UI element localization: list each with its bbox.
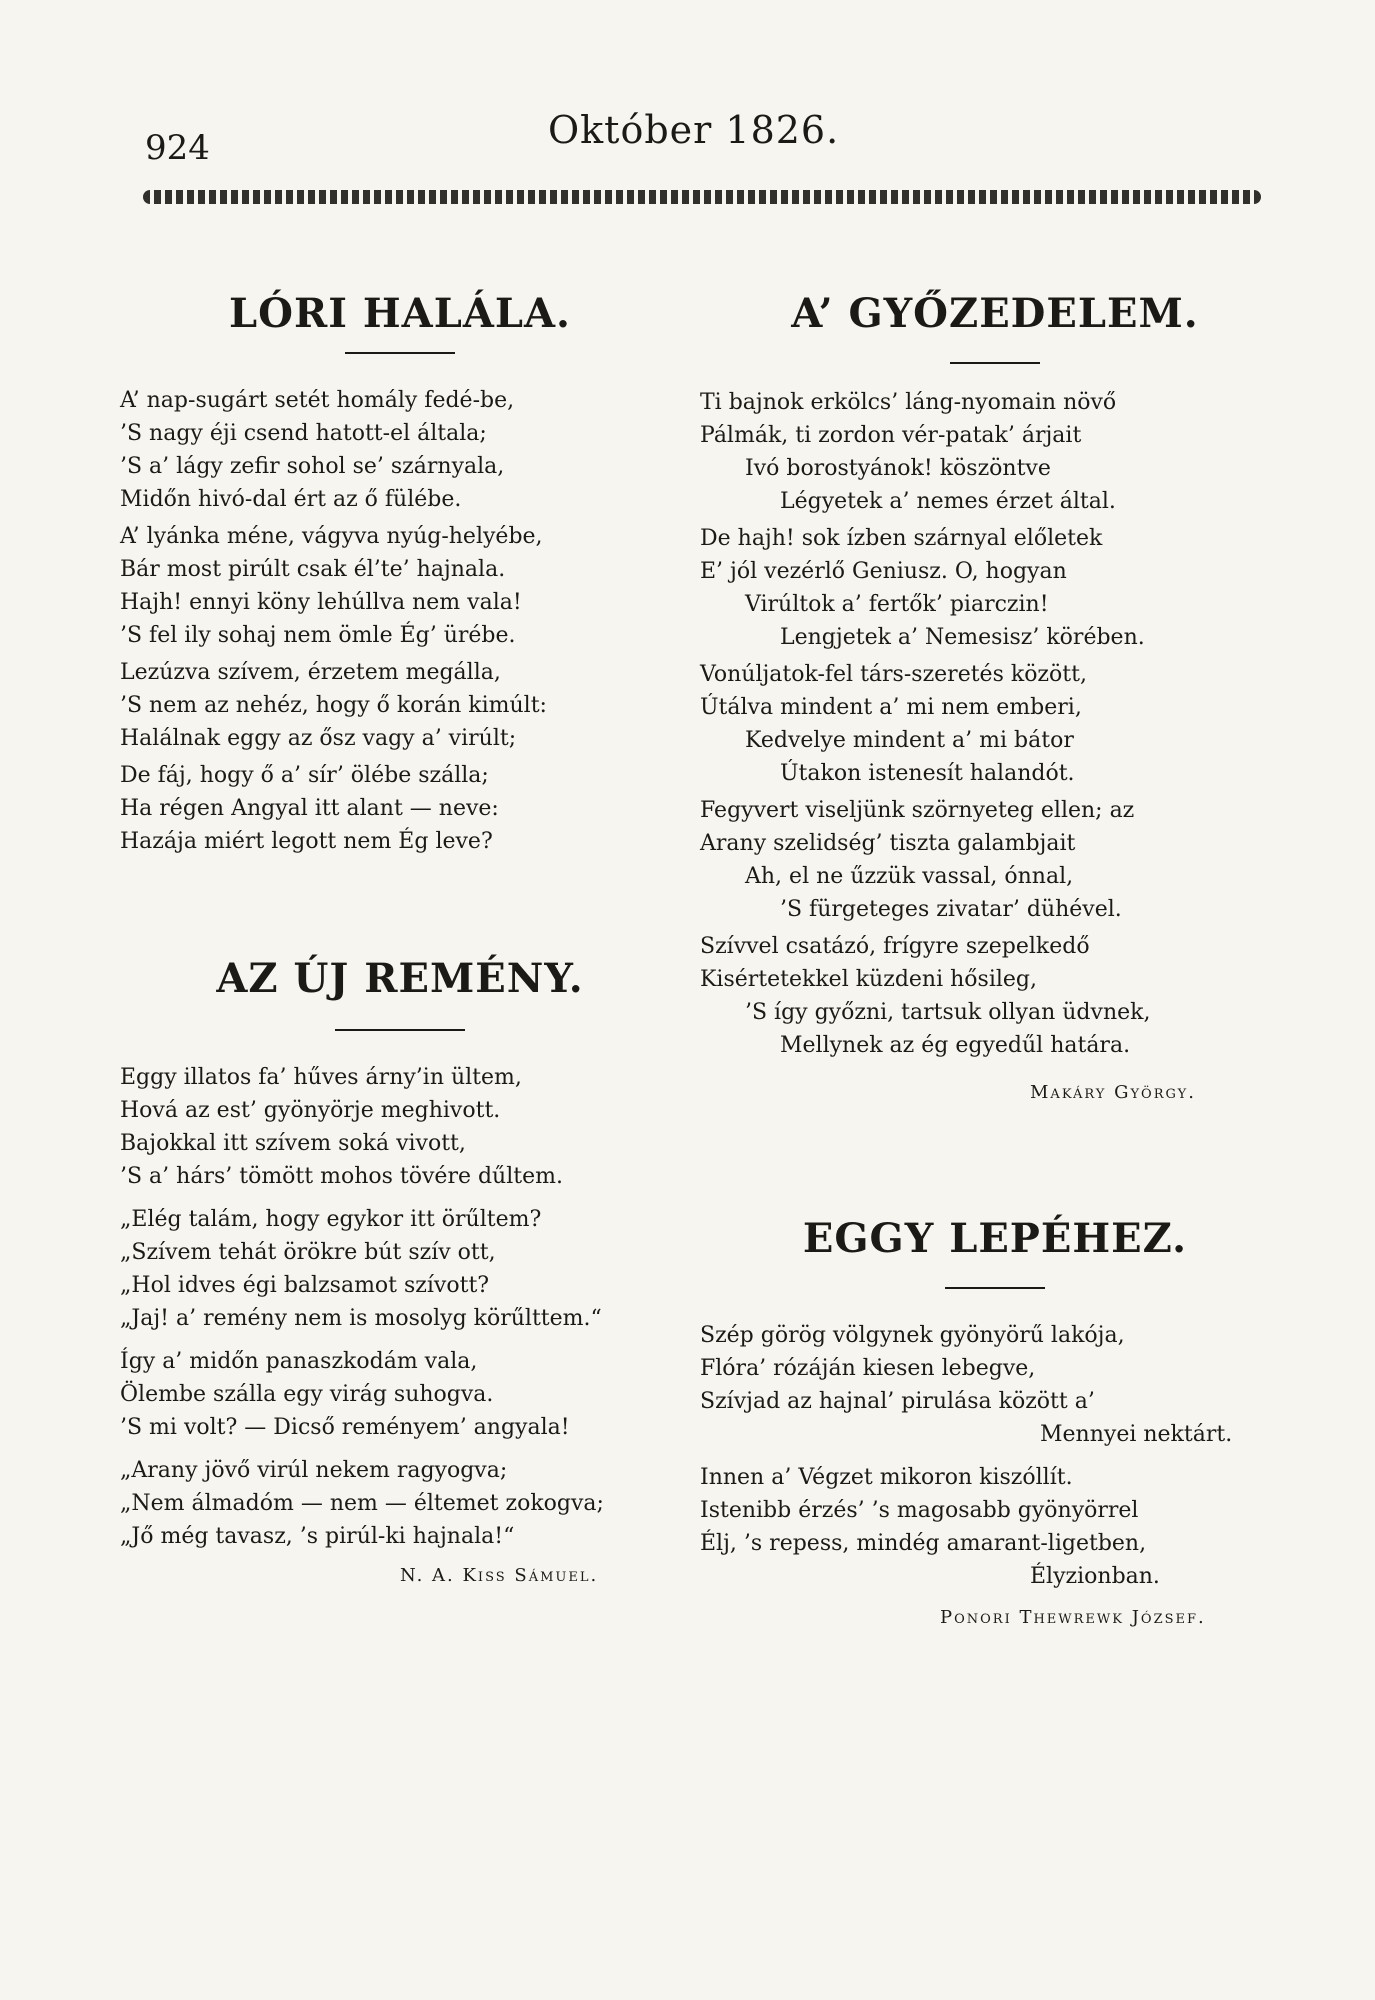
running-title: Október 1826. [548, 108, 840, 152]
poem-line: Bár most pirúlt csak él’te’ hajnala. [120, 557, 506, 582]
poem-line: Mellynek az ég egyedűl határa. [780, 1033, 1131, 1058]
stanza [120, 1203, 680, 1335]
poem-line: Ha régen Angyal itt alant — neve: [120, 796, 499, 821]
poem-line: Légyetek a’ nemes érzet által. [780, 489, 1116, 514]
page-number: 924 [145, 128, 210, 168]
poem-line: Pálmák, ti zordon vér-patak’ árjait [700, 423, 1082, 448]
poem-line: Szívvel csatázó, frígyre szepelkedő [700, 934, 1090, 959]
poem-line: Eggy illatos fa’ hűves árny’in ültem, [120, 1065, 522, 1090]
stanza [120, 1345, 680, 1444]
ornament-rule [143, 190, 1261, 204]
poem-line: Élyzionban. [1030, 1564, 1160, 1589]
poem-lori-halala [120, 290, 680, 858]
poem-line: ’S így győzni, tartsuk ollyan üdvnek, [745, 1000, 1151, 1025]
title-rule [335, 1029, 465, 1031]
poem-line: A’ lyánka méne, vágyva nyúg-helyébe, [120, 524, 543, 549]
stanza [120, 384, 680, 516]
stanza [700, 658, 1290, 790]
poem-line: A’ nap-sugárt setét homály fedé-be, [120, 388, 515, 413]
stanza [120, 1061, 680, 1193]
poem-line: ’S fürgeteges zivatar’ dühével. [780, 897, 1122, 922]
poem-az-uj-remeny [120, 955, 680, 1592]
poem-line: ’S fel ily sohaj nem ömle Ég’ ürébe. [120, 623, 516, 648]
poem-line: Útálva mindent a’ mi nem emberi, [700, 695, 1082, 720]
poem-line: Lezúzva szívem, érzetem megálla, [120, 660, 501, 685]
poem-line: Hazája miért legott nem Ég leve? [120, 829, 493, 854]
poem-line: Ah, el ne űzzük vassal, ónnal, [745, 864, 1074, 889]
stanza [700, 930, 1290, 1062]
stanza [120, 520, 680, 652]
poem-line: De hajh! sok ízben szárnyal előletek [700, 526, 1103, 551]
poem-line: ’S a’ lágy zefir sohol se’ szárnyala, [120, 454, 505, 479]
poem-line: Arany szelidség’ tiszta galambjait [700, 831, 1076, 856]
stanza [700, 386, 1290, 518]
poem-line: „Szívem tehát örökre bút szív ott, [120, 1240, 496, 1265]
poem-line: Kedvelye mindent a’ mi bátor [745, 728, 1074, 753]
poem-line: ’S a’ hárs’ tömött mohos tövére dűltem. [120, 1164, 563, 1189]
poem-line: „Nem álmadóm — nem — éltemet zokogva; [120, 1491, 604, 1516]
poem-title: LÓRI HALÁLA. [229, 290, 571, 337]
poem-title: AZ ÚJ REMÉNY. [216, 955, 584, 1002]
poem-line: Bajokkal itt szívem soká vivott, [120, 1131, 466, 1156]
poem-line: Istenibb érzés’ ’s magosabb gyönyörrel [700, 1498, 1139, 1523]
poem-line: Szép görög völgynek gyönyörű lakója, [700, 1323, 1125, 1348]
poem-line: „Jő még tavasz, ’s pirúl-ki hajnala!“ [120, 1524, 515, 1549]
poem-line: Innen a’ Végzet mikoron kiszóllít. [700, 1465, 1073, 1490]
poem-line: Lengjetek a’ Nemesisz’ körében. [780, 625, 1145, 650]
stanza [120, 759, 680, 858]
poem-title: EGGY LEPÉHEZ. [802, 1215, 1188, 1262]
poem-line: „Elég talám, hogy egykor itt örűltem? [120, 1207, 542, 1232]
stanza [700, 1319, 1290, 1451]
signature: N. A. Kiss Sámuel. [400, 1565, 599, 1586]
poem-line: „Hol idves égi balzsamot szívott? [120, 1273, 490, 1298]
poem-line: „Jaj! a’ remény nem is mosolyg körűlttem.“ [120, 1306, 602, 1331]
poem-line: Hajh! ennyi köny lehúllva nem vala! [120, 590, 522, 615]
poem-title: A’ GYŐZEDELEM. [791, 290, 1199, 337]
title-rule [945, 1287, 1045, 1289]
stanza [120, 1454, 680, 1553]
poem-line: ’S nagy éji csend hatott-el általa; [120, 421, 487, 446]
poem-line: De fáj, hogy ő a’ sír’ ölébe szálla; [120, 763, 489, 788]
poem-line: Virúltok a’ fertők’ piarczin! [745, 592, 1049, 617]
poem-line: Ivó borostyánok! köszöntve [745, 456, 1051, 481]
poem-line: Útakon istenesít halandót. [780, 761, 1075, 786]
poem-line: Ölembe szálla egy virág suhogva. [120, 1382, 494, 1407]
poem-eggy-lepehez [700, 1215, 1290, 1634]
signature: Makáry György. [1030, 1082, 1196, 1103]
poem-line: Hová az est’ gyönyörje meghivott. [120, 1098, 501, 1123]
poem-line: Ti bajnok erkölcs’ láng-nyomain növő [700, 390, 1117, 415]
stanza [700, 522, 1290, 654]
poem-line: Halálnak eggy az ősz vagy a’ virúlt; [120, 726, 517, 751]
poem-line: Midőn hivó-dal ért az ő fülébe. [120, 487, 462, 512]
poem-line: ’S nem az nehéz, hogy ő korán kimúlt: [120, 693, 547, 718]
poem-line: Kisértetekkel küzdeni hősileg, [700, 967, 1037, 992]
poem-line: Mennyei nektárt. [1040, 1422, 1233, 1447]
poem-line: Fegyvert viseljünk szörnyeteg ellen; az [700, 798, 1135, 823]
stanza [700, 1461, 1290, 1593]
title-rule [950, 362, 1040, 364]
stanza [120, 656, 680, 755]
poem-line: Élj, ’s repess, mindég amarant-ligetben, [700, 1531, 1147, 1556]
stanza [700, 794, 1290, 926]
poem-line: Így a’ midőn panaszkodám vala, [120, 1349, 478, 1374]
poem-line: „Arany jövő virúl nekem ragyogva; [120, 1458, 508, 1483]
poem-line: Flóra’ rózáján kiesen lebegve, [700, 1356, 1036, 1381]
title-rule [345, 352, 455, 354]
poem-a-gyozedelem [700, 290, 1290, 1109]
signature: Ponori Thewrewk József. [940, 1607, 1206, 1628]
poem-line: E’ jól vezérlő Geniusz. O, hogyan [700, 559, 1067, 584]
poem-line: Vonúljatok-fel társ-szeretés között, [700, 662, 1087, 687]
poem-line: ’S mi volt? — Dicső reményem’ angyala! [120, 1415, 570, 1440]
poem-line: Szívjad az hajnal’ pirulása között a’ [700, 1389, 1095, 1414]
